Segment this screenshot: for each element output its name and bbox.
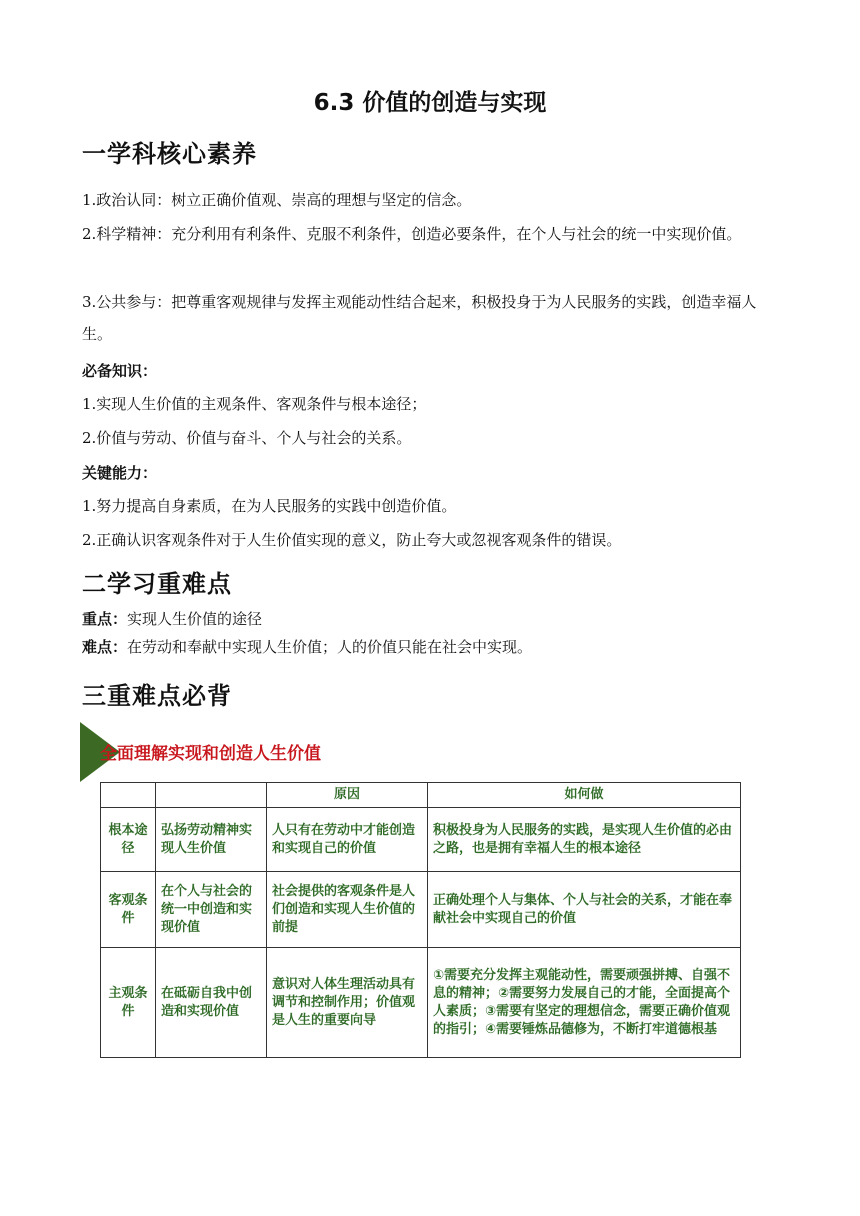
key-point-text: 实现人生价值的途径	[127, 610, 263, 628]
row-category: 根本途径	[101, 808, 156, 872]
knowledge-label: 必备知识：	[82, 362, 158, 380]
table-header-reason: 原因	[267, 783, 428, 808]
difficult-point-label: 难点：	[82, 638, 128, 656]
section-heading-focus: 二学习重难点	[82, 570, 232, 598]
banner-title: 全面理解实现和创造人生价值	[100, 744, 321, 764]
key-point-label: 重点：	[82, 610, 128, 628]
row-how: ①需要充分发挥主观能动性，需要顽强拼搏、自强不息的精神；②需要努力发展自己的才能，全面提高个人素质；③需要有坚定的理想信念，需要正确价值观的指引；④需要锤炼品德修为，不断打牢道德根基	[428, 948, 741, 1058]
table-row	[101, 872, 741, 948]
row-reason: 社会提供的客观条件是人们创造和实现人生价值的前提	[267, 872, 428, 948]
table-header-cell	[156, 783, 267, 808]
row-topic: 在砥砺自我中创造和实现价值	[156, 948, 267, 1058]
ability-label: 关键能力：	[82, 464, 158, 482]
knowledge-item-1: 1.实现人生价值的主观条件、客观条件与根本途径；	[82, 395, 427, 413]
table-banner	[80, 722, 400, 782]
row-reason: 人只有在劳动中才能创造和实现自己的价值	[267, 808, 428, 872]
row-how: 积极投身为人民服务的实践，是实现人生价值的必由之路，也是拥有幸福人生的根本途径	[428, 808, 741, 872]
table-row	[101, 948, 741, 1058]
knowledge-item-2: 2.价值与劳动、价值与奋斗、个人与社会的关系。	[82, 429, 412, 447]
ability-item-1: 1.努力提高自身素质，在为人民服务的实践中创造价值。	[82, 497, 457, 515]
key-point	[82, 608, 262, 629]
difficult-point-text: 在劳动和奉献中实现人生价值；人的价值只能在社会中实现。	[127, 638, 533, 656]
core-item-3: 3.公共参与：把尊重客观规律与发挥主观能动性结合起来，积极投身于为人民服务的实践，创造幸福人生。	[82, 293, 757, 343]
section-heading-core: 一学科核心素养	[82, 140, 257, 168]
page-title: 6.3 价值的创造与实现	[313, 90, 547, 116]
section-heading-must-recite: 三重难点必背	[82, 682, 232, 710]
table-header-cell	[101, 783, 156, 808]
table-row	[101, 808, 741, 872]
difficult-point	[82, 636, 532, 657]
row-category: 客观条件	[101, 872, 156, 948]
table-header-row	[101, 783, 741, 808]
row-topic: 弘扬劳动精神实现人生价值	[156, 808, 267, 872]
core-item-2: 2.科学精神：充分利用有利条件、克服不利条件，创造必要条件，在个人与社会的统一中实现价值。	[82, 225, 742, 243]
core-item-1: 1.政治认同：树立正确价值观、崇高的理想与坚定的信念。	[82, 191, 472, 209]
ability-item-2: 2.正确认识客观条件对于人生价值实现的意义，防止夸大或忽视客观条件的错误。	[82, 531, 622, 549]
value-table	[100, 782, 741, 1058]
table-header-how: 如何做	[428, 783, 741, 808]
row-reason: 意识对人体生理活动具有调节和控制作用；价值观是人生的重要向导	[267, 948, 428, 1058]
row-topic: 在个人与社会的统一中创造和实现价值	[156, 872, 267, 948]
row-how: 正确处理个人与集体、个人与社会的关系，才能在奉献社会中实现自己的价值	[428, 872, 741, 948]
row-category: 主观条件	[101, 948, 156, 1058]
